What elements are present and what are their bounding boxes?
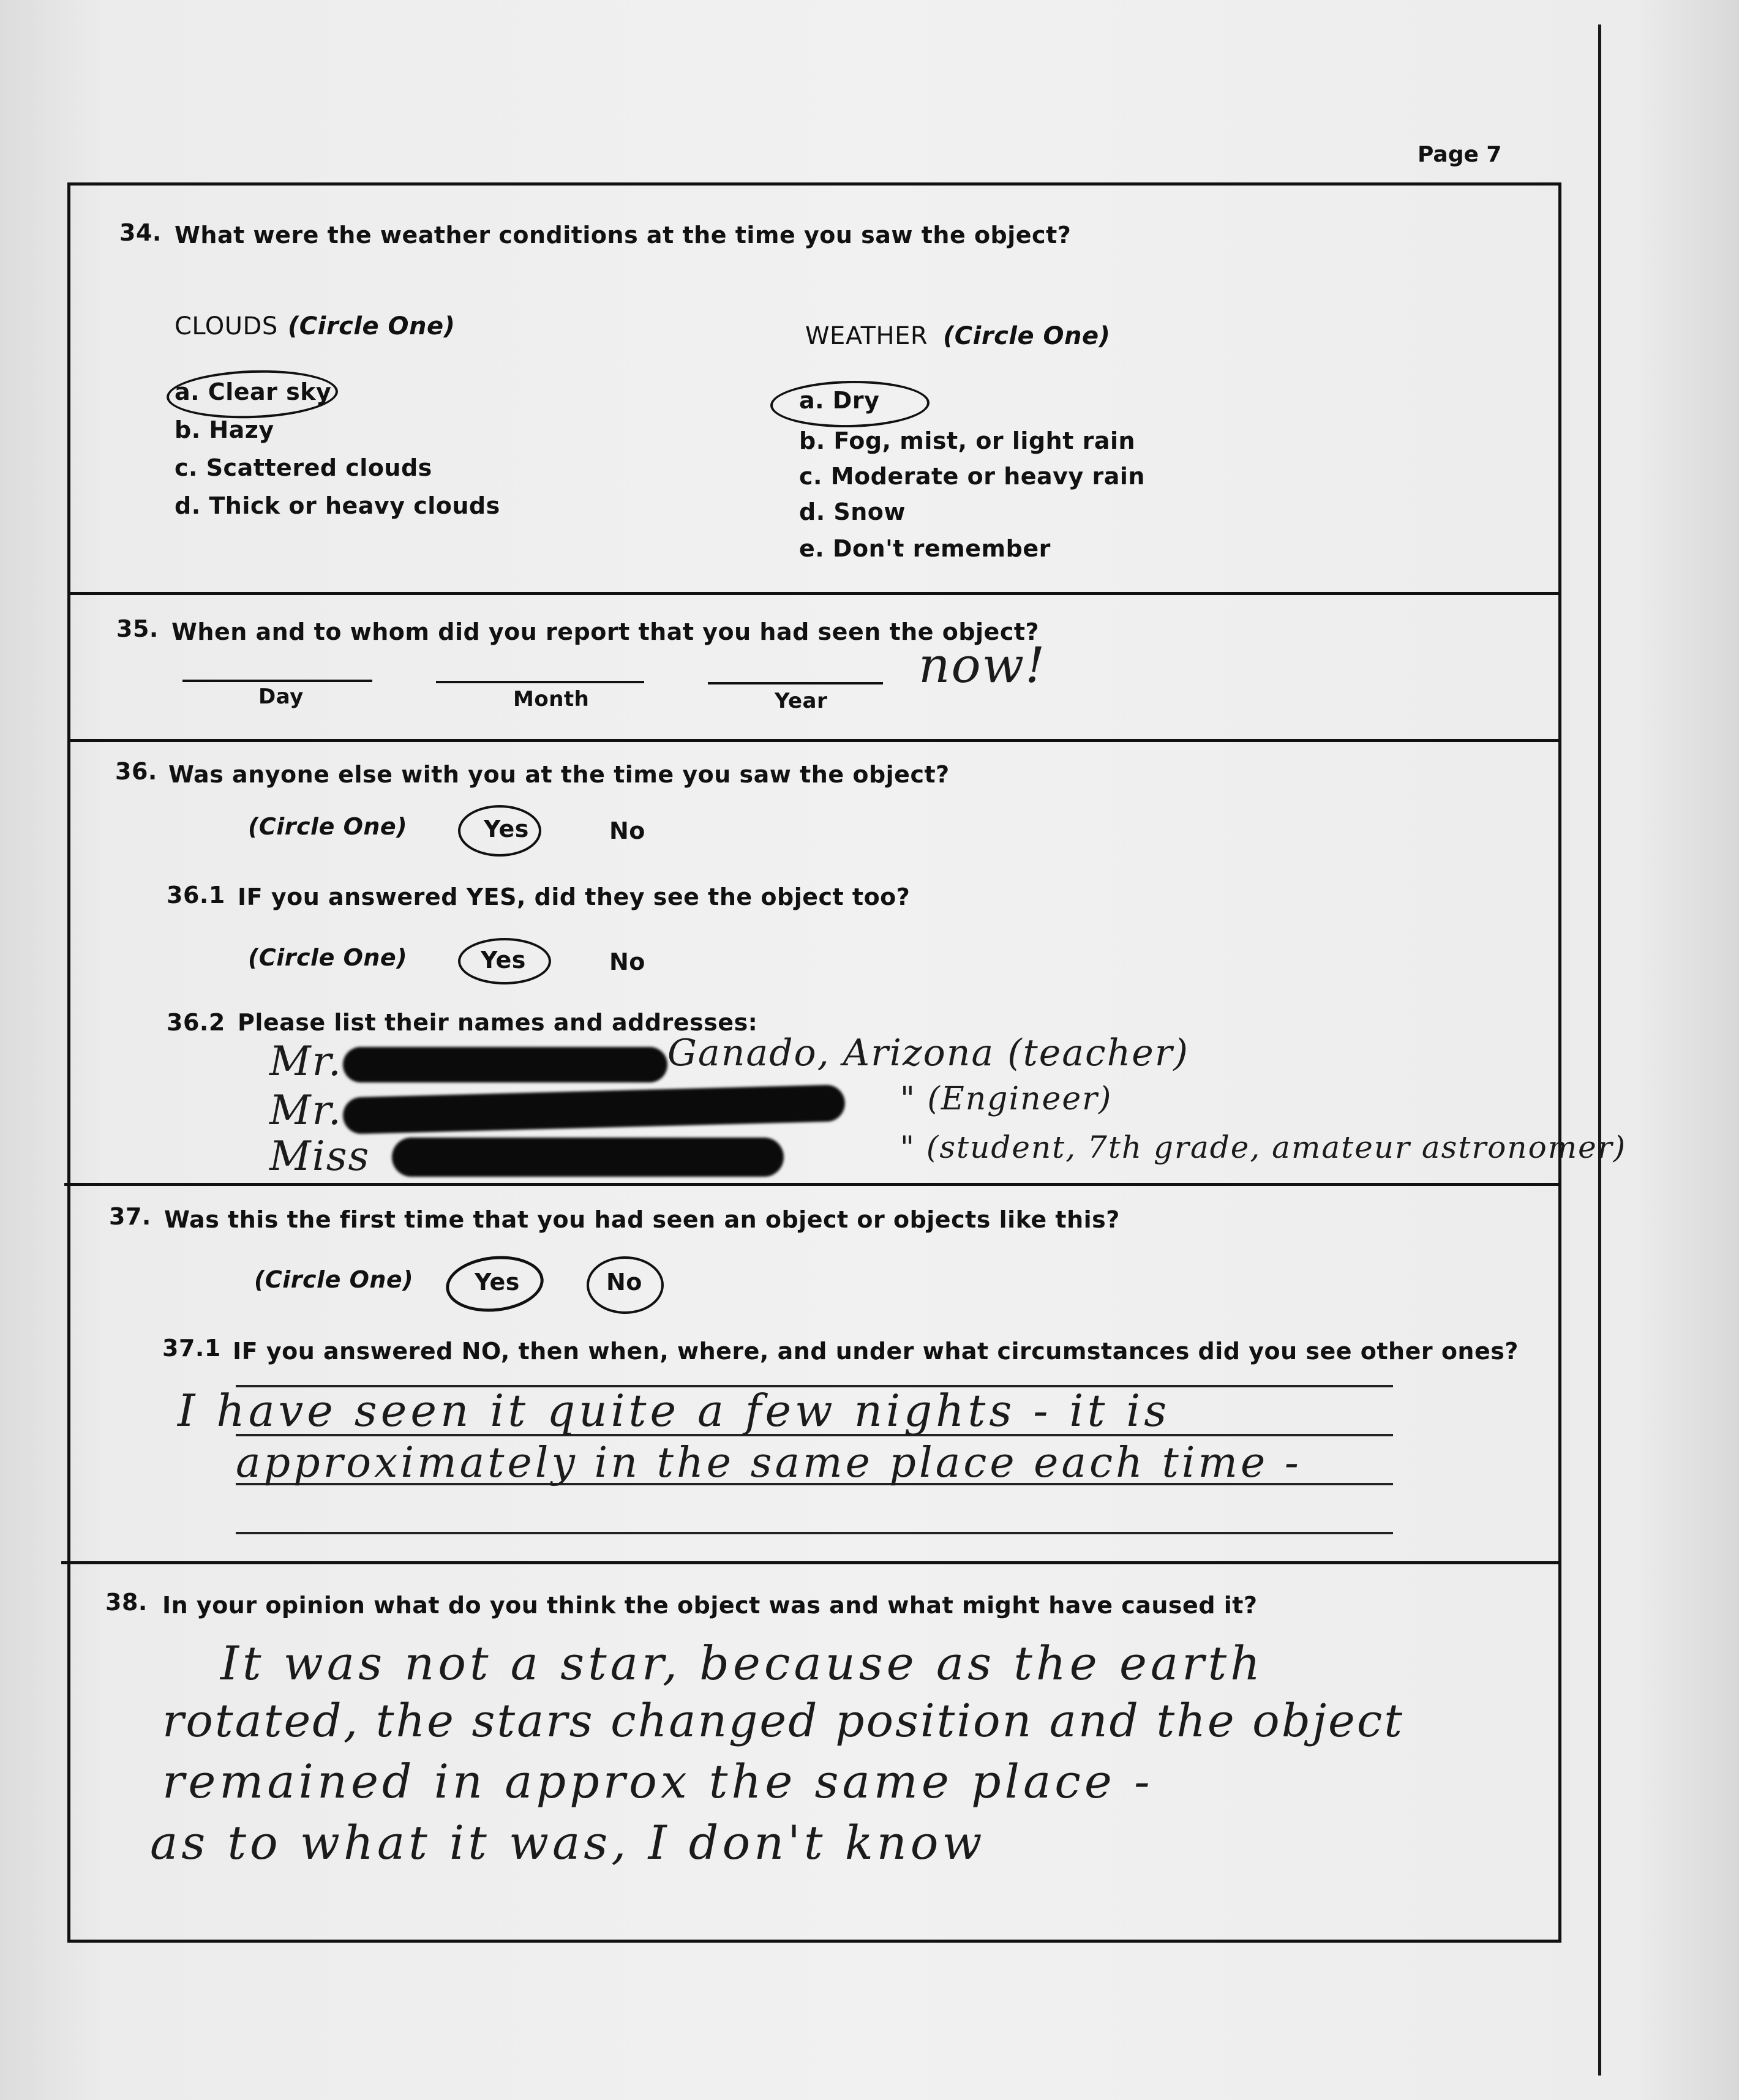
question-number: 37. [109, 1203, 151, 1230]
yes-answer-circle [458, 938, 551, 984]
question-text: IF you answered YES, did they see the object too? [238, 883, 911, 910]
handwritten-answer: It was not a star, because as the earth [220, 1636, 1264, 1690]
page-number: Page 7 [1418, 142, 1502, 167]
section-divider [64, 1183, 1561, 1186]
weather-option[interactable]: e. Don't remember [799, 535, 1051, 562]
question-number: 34. [119, 219, 162, 246]
circle-one-instruction: (Circle One) [254, 1266, 414, 1293]
year-blank[interactable] [708, 682, 883, 684]
clouds-option[interactable]: b. Hazy [175, 416, 274, 443]
yes-answer-circle [458, 805, 541, 857]
no-option[interactable]: No [606, 1269, 642, 1296]
clouds-option[interactable]: a. Clear sky [175, 378, 332, 405]
weather-option[interactable]: a. Dry [799, 387, 880, 414]
entry-prefix: Miss [269, 1133, 370, 1180]
no-option[interactable]: No [609, 817, 645, 844]
question-text: In your opinion what do you think the object was and what might have caused it? [162, 1592, 1258, 1619]
question-text: Please list their names and addresses: [238, 1009, 758, 1036]
question-text: IF you answered NO, then when, where, and under what circumstances did you see other ones? [233, 1338, 1519, 1365]
question-number: 37.1 [162, 1335, 221, 1362]
entry-prefix: Mr. [269, 1087, 342, 1134]
question-number: 35. [116, 615, 159, 642]
handwritten-answer: as to what it was, I don't know [150, 1815, 986, 1870]
handwritten-answer: approximately in the same place each time - [236, 1439, 1302, 1487]
weather-heading: WEATHER [805, 322, 928, 350]
entry-details: Ganado, Arizona (teacher) [667, 1032, 1189, 1074]
handwritten-answer: now! [918, 637, 1046, 694]
answer-line [236, 1532, 1393, 1534]
month-blank[interactable] [436, 681, 644, 683]
yes-option[interactable]: Yes [481, 947, 526, 973]
no-option[interactable]: No [609, 948, 645, 975]
entry-details: " (student, 7th grade, amateur astronomer) [900, 1130, 1627, 1165]
question-text: What were the weather conditions at the time you saw the object? [175, 222, 1072, 249]
no-answer-circle [587, 1256, 664, 1314]
yes-option[interactable]: Yes [484, 816, 529, 842]
redaction-bar [343, 1047, 667, 1082]
section-divider [61, 1561, 1561, 1564]
section-divider [67, 592, 1561, 595]
question-number: 36.1 [167, 882, 225, 909]
year-label: Year [775, 689, 828, 713]
weather-option[interactable]: c. Moderate or heavy rain [799, 463, 1145, 490]
month-label: Month [513, 687, 590, 711]
question-text: When and to whom did you report that you had seen the object? [171, 618, 1040, 645]
page-edge-line [1598, 24, 1601, 2076]
entry-details: " (Engineer) [900, 1081, 1113, 1117]
question-text: Was anyone else with you at the time you saw the object? [168, 761, 950, 788]
weather-instruction: (Circle One) [943, 322, 1111, 350]
day-blank[interactable] [182, 680, 372, 682]
handwritten-answer: I have seen it quite a few nights - it is [178, 1385, 1171, 1436]
handwritten-answer: remained in approx the same place - [162, 1754, 1154, 1809]
weather-option[interactable]: d. Snow [799, 498, 906, 525]
circle-one-instruction: (Circle One) [248, 944, 408, 971]
question-text: Was this the first time that you had seen an object or objects like this? [164, 1206, 1120, 1233]
yes-option[interactable]: Yes [475, 1269, 520, 1296]
section-divider [67, 739, 1561, 742]
handwritten-answer: rotated, the stars changed position and the object [162, 1695, 1405, 1747]
question-number: 36.2 [167, 1009, 225, 1036]
weather-option[interactable]: b. Fog, mist, or light rain [799, 427, 1136, 454]
clouds-option[interactable]: d. Thick or heavy clouds [175, 492, 500, 519]
clouds-instruction: (Circle One) [288, 312, 456, 340]
day-label: Day [258, 684, 304, 709]
clouds-heading: CLOUDS [175, 312, 278, 340]
question-number: 36. [115, 758, 157, 785]
circle-one-instruction: (Circle One) [248, 813, 408, 840]
question-number: 38. [105, 1589, 148, 1616]
entry-prefix: Mr. [269, 1038, 342, 1085]
clouds-option[interactable]: c. Scattered clouds [175, 454, 432, 481]
redaction-bar [392, 1138, 784, 1177]
